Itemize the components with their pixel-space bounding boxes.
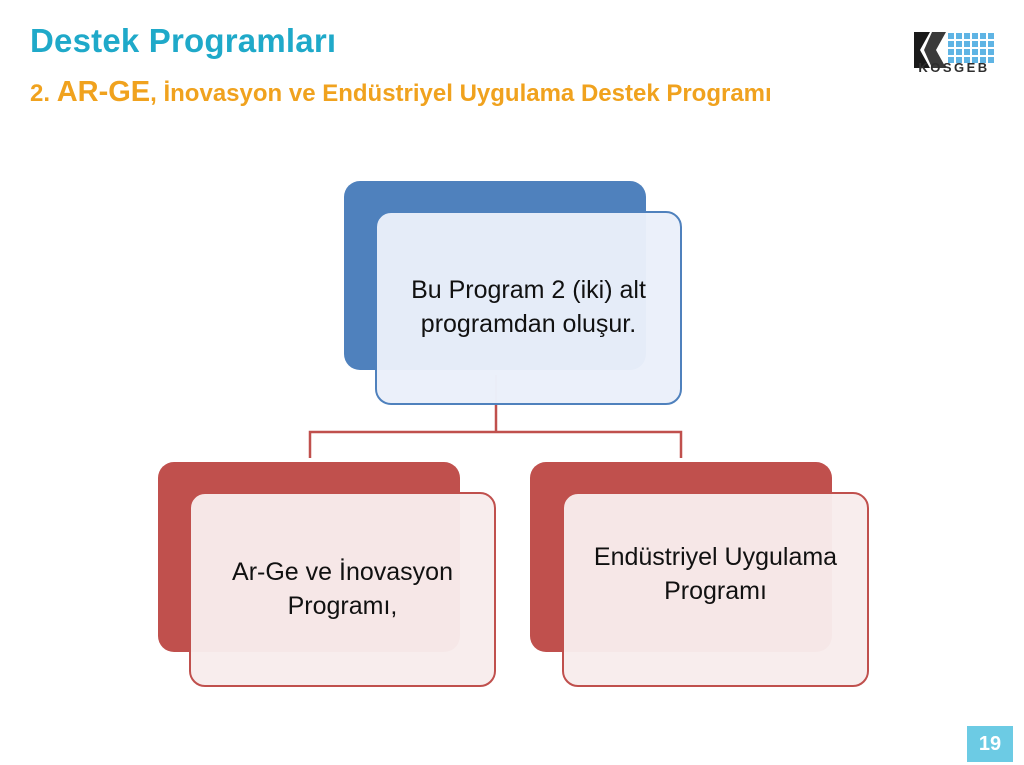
child-node-2-text: Endüstriyel Uygulama Programı [593, 542, 838, 605]
child-node-2 [562, 492, 869, 687]
subtitle-number: 2. [30, 80, 51, 107]
subtitle-acronym: AR-GE [56, 76, 151, 108]
root-node-text: Bu Program 2 (iki) alt programdan oluşur. [411, 276, 646, 338]
subtitle-rest: , İnovasyon ve Endüstriyel Uygulama Destek Programı [150, 80, 772, 107]
logo-text: KOSGEB [918, 60, 990, 75]
page-number-badge: 19 [967, 726, 1013, 762]
child-node-1-text: Ar-Ge ve İnovasyon Programı, [232, 557, 453, 620]
child-node-1 [189, 492, 496, 687]
slide-title: Destek Programları [30, 22, 337, 59]
root-node [375, 211, 682, 405]
